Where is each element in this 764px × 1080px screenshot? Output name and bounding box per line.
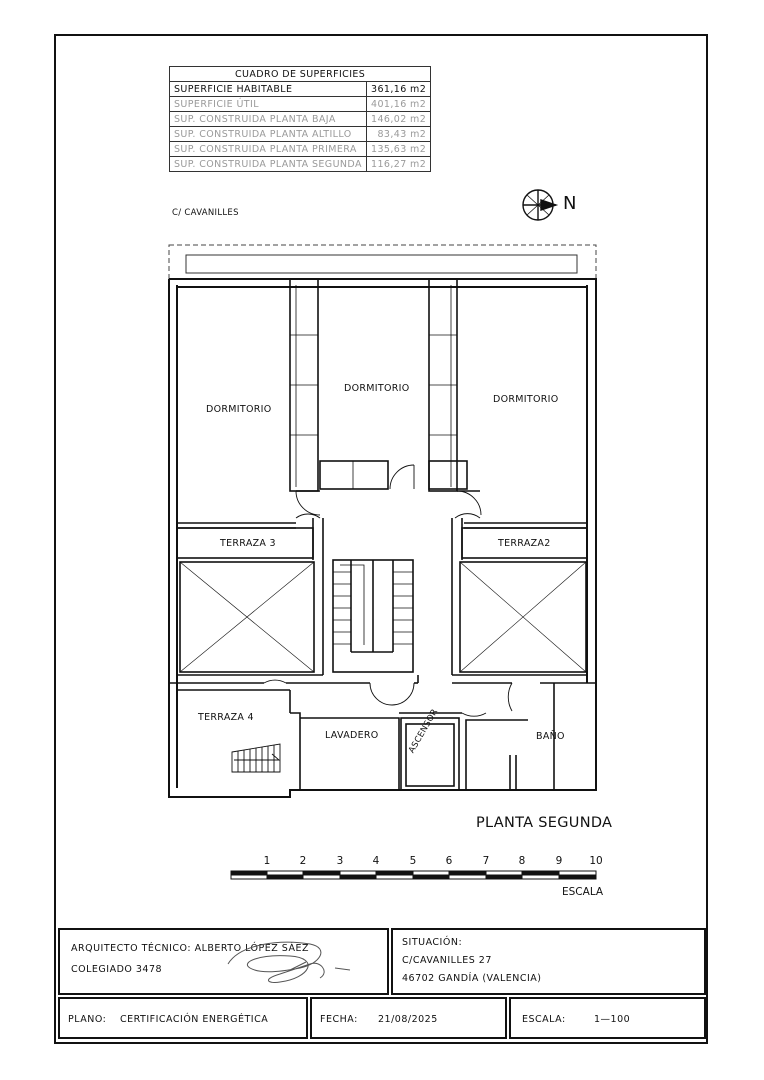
room-label-dormitorio-center: DORMITORIO	[344, 383, 410, 394]
architect-box	[58, 928, 389, 995]
architect-name: ARQUITECTO TÉCNICO: ALBERTO LÓPEZ SÁEZ	[71, 943, 310, 954]
area-row-value: 83,43 m2	[367, 127, 431, 142]
location-box	[391, 928, 706, 995]
room-label-dormitorio-left: DORMITORIO	[206, 404, 272, 415]
scale-tick-label: 3	[336, 855, 344, 867]
area-row-value: 401,16 m2	[367, 97, 431, 112]
area-row-label: SUP. CONSTRUIDA PLANTA ALTILLO	[170, 127, 367, 142]
area-row-value: 361,16 m2	[367, 82, 431, 97]
scale-tick-label: 9	[555, 855, 563, 867]
room-label-lavadero: LAVADERO	[325, 730, 379, 741]
scale-tick-label: 6	[445, 855, 453, 867]
fecha-value: 21/08/2025	[378, 1014, 438, 1025]
room-label-ascensor: ASCENSOR	[407, 707, 441, 755]
scale-tick-label: 8	[518, 855, 526, 867]
area-table-title: CUADRO DE SUPERFICIES	[170, 67, 431, 82]
area-row-label: SUP. CONSTRUIDA PLANTA PRIMERA	[170, 142, 367, 157]
area-row-value: 116,27 m2	[367, 157, 431, 172]
room-label-dormitorio-right: DORMITORIO	[493, 394, 559, 405]
room-label-terraza4: TERRAZA 4	[198, 712, 254, 723]
escala-label: ESCALA:	[522, 1014, 566, 1025]
plano-value: CERTIFICACIÓN ENERGÉTICA	[120, 1014, 269, 1025]
colegiado-number: COLEGIADO 3478	[71, 964, 163, 975]
scale-bar-label: ESCALA	[562, 886, 604, 898]
area-row-label: SUP. CONSTRUIDA PLANTA SEGUNDA	[170, 157, 367, 172]
address-line2: 46702 GANDÍA (VALENCIA)	[402, 973, 542, 984]
scale-tick-label: 2	[299, 855, 307, 867]
scale-tick-label: 5	[409, 855, 417, 867]
scale-tick-label: 4	[372, 855, 380, 867]
area-row-label: SUPERFICIE ÚTIL	[170, 97, 367, 112]
fecha-label: FECHA:	[320, 1014, 358, 1025]
scale-tick-label: 1	[263, 855, 271, 867]
plan-title: PLANTA SEGUNDA	[476, 815, 613, 831]
scale-tick-label: 10	[589, 855, 603, 867]
signature	[220, 934, 370, 994]
room-label-terraza2: TERRAZA2	[498, 538, 551, 549]
area-row-value: 135,63 m2	[367, 142, 431, 157]
area-row-label: SUPERFICIE HABITABLE	[170, 82, 367, 97]
area-row-value: 146,02 m2	[367, 112, 431, 127]
scale-tick-label: 7	[482, 855, 490, 867]
area-row-label: SUP. CONSTRUIDA PLANTA BAJA	[170, 112, 367, 127]
room-label-terraza3: TERRAZA 3	[220, 538, 276, 549]
escala-box	[509, 997, 706, 1039]
fecha-box	[310, 997, 507, 1039]
escala-value: 1—100	[594, 1014, 631, 1025]
plano-box	[58, 997, 308, 1039]
room-label-bano: BAÑO	[536, 731, 565, 742]
north-label: N	[563, 193, 577, 214]
address-line1: C/CAVANILLES 27	[402, 955, 492, 966]
plano-label: PLANO:	[68, 1014, 107, 1025]
street-label: C/ CAVANILLES	[172, 208, 239, 218]
situacion-label: SITUACIÓN:	[402, 937, 463, 948]
